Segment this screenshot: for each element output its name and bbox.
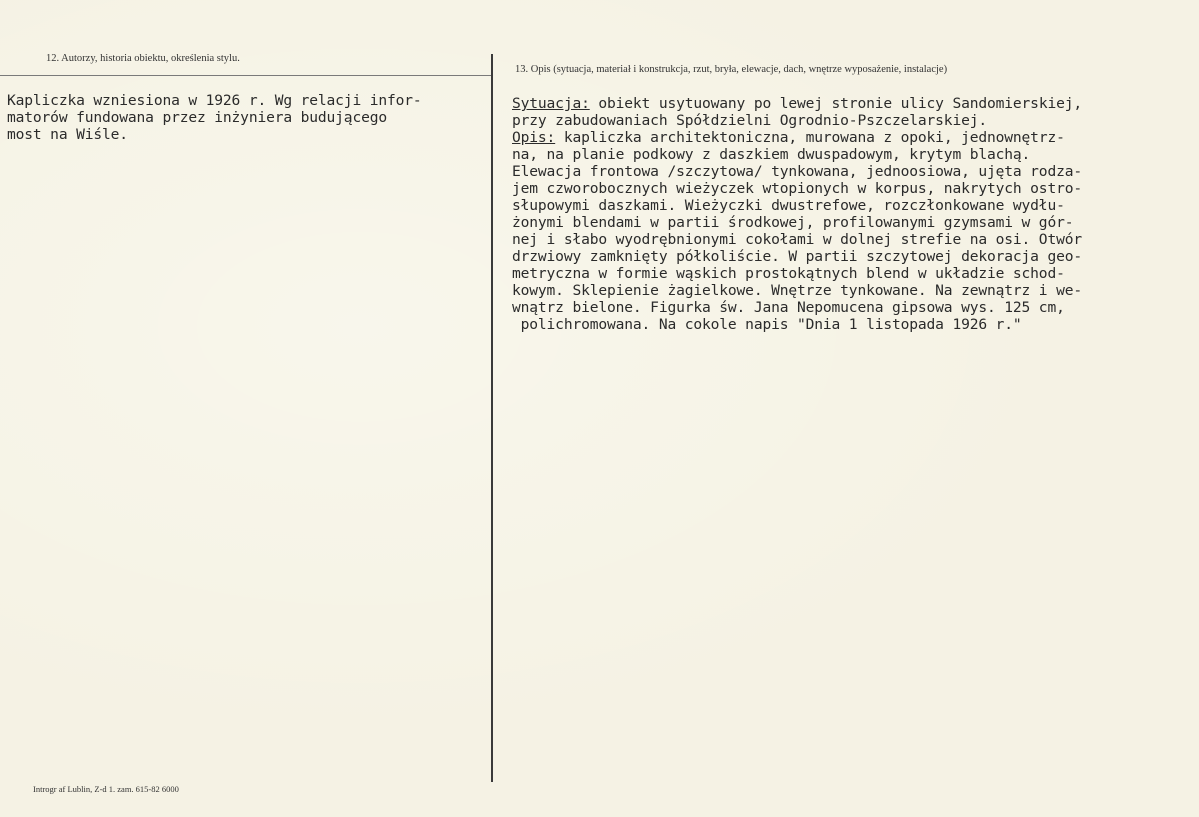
text-line: przy zabudowaniach Spółdzielni Ogrodnio-Pszczelarskiej. <box>512 112 987 129</box>
text-line: most na Wiśle. <box>7 126 128 143</box>
text-line: nej i słabo wyodrębnionymi cokołami w dolnej strefie na osi. Otwór <box>512 231 1082 248</box>
printer-imprint: Introgr af Lublin, Z-d 1. zam. 615-82 6000 <box>33 784 179 794</box>
text-line: na, na planie podkowy z daszkiem dwuspadowym, krytym blachą. <box>512 146 1031 163</box>
text-line: wnątrz bielone. Figurka św. Jana Nepomucena gipsowa wys. 125 cm, <box>512 299 1065 316</box>
text-line: słupowymi daszkami. Wieżyczki dwustrefowe, rozczłonkowane wydłu- <box>512 197 1065 214</box>
text-line: metryczna w formie wąskich prostokątnych blend w układzie schod- <box>512 265 1065 282</box>
text-line: żonymi blendami w partii środkowej, profilowanymi gzymsami w gór- <box>512 214 1074 231</box>
text-line: kapliczka architektoniczna, murowana z opoki, jednownętrz- <box>555 129 1065 146</box>
text-line: polichromowana. Na cokole napis "Dnia 1 listopada 1926 r." <box>512 316 1022 333</box>
left-column-rule <box>0 75 491 76</box>
section-12-text <box>7 92 422 143</box>
section-13-text <box>512 95 1082 333</box>
text-line: matorów fundowana przez inżyniera budującego <box>7 109 387 126</box>
text-line: obiekt usytuowany po lewej stronie ulicy Sandomierskiej, <box>589 95 1082 112</box>
text-line: drzwiowy zamknięty półkoliście. W partii szczytowej dekoracja geo- <box>512 248 1082 265</box>
opis-label: Opis: <box>512 129 556 146</box>
text-line: jem czworobocznych wieżyczek wtopionych w korpus, nakrytych ostro- <box>512 180 1082 197</box>
column-divider <box>491 54 493 782</box>
section-12-heading: 12. Autorzy, historia obiektu, określenia stylu. <box>46 53 240 64</box>
text-line: kowym. Sklepienie żagielkowe. Wnętrze tynkowane. Na zewnątrz i we- <box>512 282 1082 299</box>
text-line: Kapliczka wzniesiona w 1926 r. Wg relacji infor- <box>7 92 422 109</box>
text-line: Elewacja frontowa /szczytowa/ tynkowana, jednoosiowa, ujęta rodza- <box>512 163 1082 180</box>
sytuacja-label: Sytuacja: <box>512 95 590 112</box>
section-13-heading: 13. Opis (sytuacja, materiał i konstrukcja, rzut, bryła, elewacje, dach, wnętrze wyposażenie, instalacje) <box>515 64 948 75</box>
